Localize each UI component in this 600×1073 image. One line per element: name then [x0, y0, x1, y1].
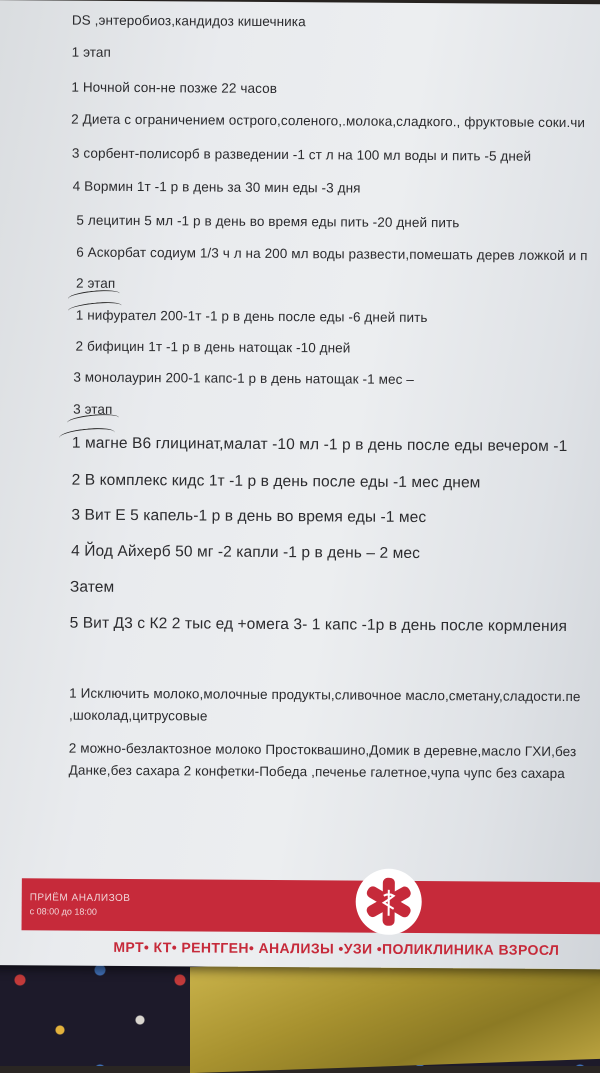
- clinic-services: МРТ• КТ• РЕНТГЕН• АНАЛИЗЫ •УЗИ •ПОЛИКЛИНИКА ВЗРОСЛ: [113, 938, 560, 958]
- stage-1-item-1: 1 Ночной сон-не позже 22 часов: [71, 79, 278, 97]
- stage-3-heading: 3 этап: [73, 401, 113, 417]
- stage-1-item-3: 3 сорбент-полисорб в разведении -1 ст л на 100 мл воды и пить -5 дней: [71, 145, 532, 164]
- banner-title: ПРИЁМ АНАЛИЗОВ: [29, 892, 131, 905]
- diet-note-2-cont: Данке,без сахара 2 конфетки-Победа ,печенье галетное,чупа чупс без сахара: [68, 762, 565, 782]
- banner-hours: с 08:00 до 18:00: [29, 906, 97, 917]
- diet-note-1-cont: ,шоколад,цитрусовые: [68, 707, 208, 724]
- stage-3-item-5: 5 Вит Д3 с К2 2 тыс ед +омега 3- 1 капс -1р в день после кормления: [69, 614, 568, 636]
- stage-3-item-3: 3 Вит Е 5 капель-1 р в день во время еды -1 мес: [71, 506, 427, 527]
- stage-2-item-1: 1 нифурател 200-1т -1 р в день после еды -6 дней пить: [75, 307, 428, 326]
- diet-note-1: 1 Исключить молоко,молочные продукты,сливочное масло,сметану,сладости.пе: [69, 685, 581, 705]
- stage-1-heading: 1 этап: [71, 44, 112, 60]
- stage-2-heading: 2 этап: [75, 275, 116, 291]
- stage-1-item-4: 4 Вормин 1т -1 р в день за 30 мин еды -3 дня: [72, 178, 361, 196]
- stage-3-item-1: 1 магне В6 глицинат,малат -10 мл -1 р в день после еды вечером -1: [71, 434, 568, 456]
- fabric-background: [190, 953, 600, 1073]
- stage-3-item-2: 2 В комплекс кидс 1т -1 р в день после еды -1 мес днем: [71, 471, 481, 492]
- clinic-banner: [22, 878, 600, 934]
- stage-1-item-2: 2 Диета с ограничением острого,соленого,.молока,сладкого., фруктовые соки.чи: [71, 111, 586, 131]
- medical-star-icon: [366, 876, 412, 928]
- diet-note-2: 2 можно-безлактозное молоко Простоквашино,Домик в деревне,масло ГХИ,без: [68, 740, 577, 760]
- stage-3-item-4: 4 Йод Айхерб 50 мг -2 капли -1 р в день – 2 мес: [71, 542, 421, 563]
- stage-1-item-6: 6 Аскорбат содиум 1/3 ч л на 200 мл воды развести,помешать дерев ложкой и п: [76, 244, 588, 264]
- stage-2-item-2: 2 бифицин 1т -1 р в день натощак -10 дней: [75, 338, 351, 356]
- diagnosis-line: DS ,энтеробиоз,кандидоз кишечника: [71, 12, 306, 30]
- stage-2-item-3: 3 монолаурин 200-1 капс-1 р в день натощак -1 мес –: [73, 369, 414, 387]
- stage-1-item-5: 5 лецитин 5 мл -1 р в день во время еды пить -20 дней пить: [76, 212, 460, 231]
- then-label: Затем: [69, 578, 115, 596]
